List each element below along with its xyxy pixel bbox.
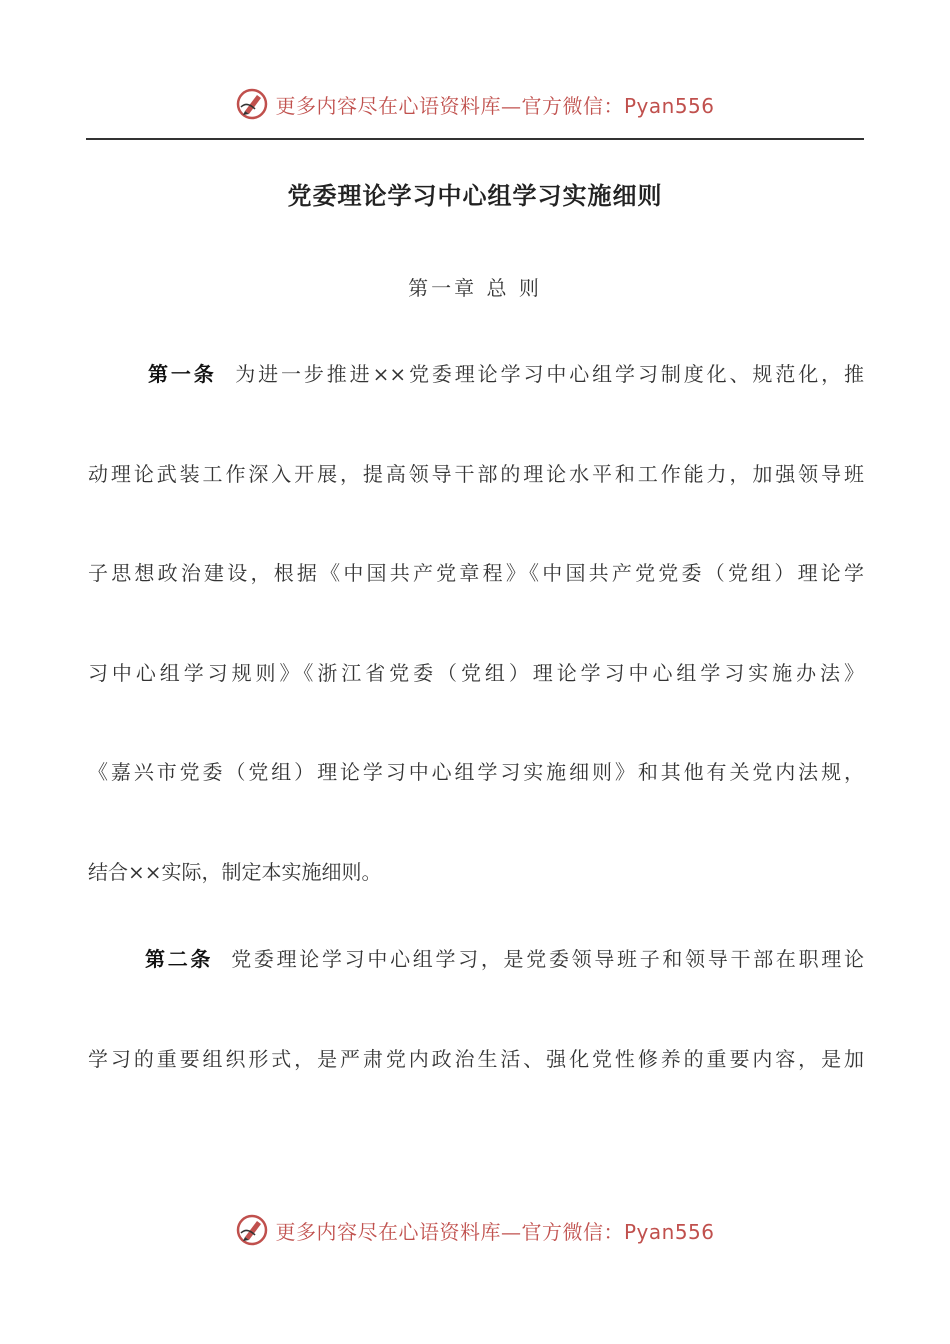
article1-label: 第一条 [148,362,217,386]
footer-watermark-text: 更多内容尽在心语资料库—官方微信：Pyan556 [275,1219,715,1244]
article1-line-6: 结合××实际，制定本实施细则。 [88,860,382,884]
wechat-id: Pyan556 [623,93,715,118]
article1-line-3: 子思想政治建设，根据《中国共产党章程》《中国共产党党委（党组）理论学 [88,561,864,585]
footer-watermark [0,1210,950,1250]
pen-logo-icon [235,1213,269,1247]
footer-watermark-inner [235,1213,714,1247]
header-watermark [0,84,950,124]
article1-line-5: 《嘉兴市党委（党组）理论学习中心组学习实施细则》和其他有关党内法规， [88,760,864,784]
document-title: 党委理论学习中心组学习实施细则 [287,181,663,210]
pen-logo-icon [235,87,269,121]
article1-line-1: 第一条 为进一步推进××党委理论学习中心组学习制度化、规范化，推 [148,362,865,386]
header-divider [86,138,864,140]
article2-label: 第二条 [145,947,214,971]
article1-line-4: 习中心组学习规则》《浙江省党委（党组）理论学习中心组学习实施办法》 [88,661,864,685]
article1-line-2: 动理论武装工作深入开展，提高领导干部的理论水平和工作能力，加强领导班 [88,462,864,486]
header-watermark-text: 更多内容尽在心语资料库—官方微信：Pyan556 [275,93,715,118]
header-watermark-inner [235,87,714,121]
article2-line-2: 学习的重要组织形式，是严肃党内政治生活、强化党性修养的重要内容，是加 [88,1047,864,1071]
article2-line-1: 第二条 党委理论学习中心组学习，是党委领导班子和领导干部在职理论 [145,947,865,971]
wechat-id: Pyan556 [623,1219,715,1244]
chapter-heading: 第一章 总 则 [408,276,542,300]
